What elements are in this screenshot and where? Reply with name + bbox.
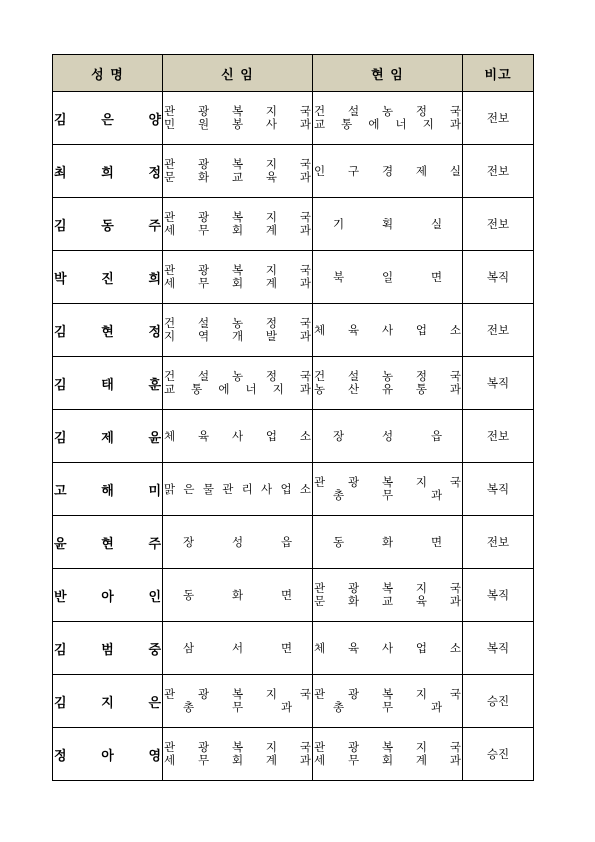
header-name: 성 명 (53, 55, 163, 92)
note-cell: 복직 (463, 622, 534, 675)
table-body (53, 92, 534, 781)
person-name: 정 아 영 (54, 748, 161, 764)
name-cell (53, 622, 163, 675)
new-post-cell-line: 맑 은 물 관 리 사 업 소 (164, 481, 311, 496)
note-cell: 복직 (463, 357, 534, 410)
note-cell: 승진 (463, 675, 534, 728)
new-post-cell-line: 장 성 읍 (182, 534, 293, 549)
note-cell: 복직 (463, 463, 534, 516)
new-post-cell (163, 304, 313, 357)
new-post-cell-line: 민 원 봉 사 과 (164, 117, 311, 131)
name-cell (53, 92, 163, 145)
new-post-cell-line: 건 설 농 정 국 (164, 369, 311, 383)
note-cell: 전보 (463, 92, 534, 145)
new-post-cell-line: 관 광 복 지 국 (164, 740, 311, 754)
note-cell: 전보 (463, 145, 534, 198)
new-post-cell-line: 동 화 면 (182, 587, 293, 602)
person-name: 김 현 정 (54, 324, 161, 340)
current-post-cell-line: 관 광 복 지 국 (314, 687, 461, 701)
current-post-cell-line: 관 광 복 지 국 (314, 475, 461, 489)
name-cell (53, 516, 163, 569)
table-row (53, 622, 534, 675)
new-post-cell (163, 569, 313, 622)
current-post-cell (313, 410, 463, 463)
current-post-cell (313, 675, 463, 728)
table-row (53, 516, 534, 569)
table-row (53, 728, 534, 781)
new-post-cell-line: 지 역 개 발 과 (164, 329, 311, 343)
new-post-cell-line: 관 광 복 지 국 (164, 263, 311, 277)
new-post-cell (163, 198, 313, 251)
note-cell: 전보 (463, 410, 534, 463)
new-post-cell (163, 357, 313, 410)
current-post-cell-line: 총 무 과 (332, 700, 443, 714)
name-cell (53, 410, 163, 463)
current-post-cell-line: 건 설 농 정 국 (314, 369, 461, 383)
new-post-cell (163, 463, 313, 516)
new-post-cell (163, 251, 313, 304)
header-note: 비고 (463, 55, 534, 92)
new-post-cell-line: 건 설 농 정 국 (164, 316, 311, 330)
header-new-post: 신 임 (163, 55, 313, 92)
current-post-cell-line: 세 무 회 계 과 (314, 753, 461, 767)
current-post-cell-line: 건 설 농 정 국 (314, 104, 461, 118)
note-cell: 복직 (463, 569, 534, 622)
current-post-cell (313, 569, 463, 622)
header-current-post: 현 임 (313, 55, 463, 92)
current-post-cell-line: 체 육 사 업 소 (314, 640, 461, 655)
current-post-cell-line: 문 화 교 육 과 (314, 594, 461, 608)
name-cell (53, 357, 163, 410)
new-post-cell-line: 체 육 사 업 소 (164, 428, 311, 443)
new-post-cell (163, 92, 313, 145)
new-post-cell (163, 622, 313, 675)
current-post-cell (313, 198, 463, 251)
table-row (53, 675, 534, 728)
current-post-cell-line: 총 무 과 (332, 488, 443, 502)
new-post-cell-line: 관 광 복 지 국 (164, 104, 311, 118)
current-post-cell (313, 463, 463, 516)
current-post-cell (313, 357, 463, 410)
new-post-cell (163, 675, 313, 728)
current-post-cell-line: 동 화 면 (332, 534, 443, 549)
new-post-cell-line: 총 무 과 (182, 700, 293, 714)
person-name: 반 아 인 (54, 589, 161, 605)
current-post-cell (313, 622, 463, 675)
current-post-cell (313, 304, 463, 357)
new-post-cell-line: 관 광 복 지 국 (164, 157, 311, 171)
current-post-cell (313, 728, 463, 781)
name-cell (53, 304, 163, 357)
current-post-cell-line: 북 일 면 (332, 269, 443, 284)
person-name: 윤 현 주 (54, 536, 161, 552)
current-post-cell-line: 장 성 읍 (332, 428, 443, 443)
table-row (53, 410, 534, 463)
name-cell (53, 145, 163, 198)
name-cell (53, 198, 163, 251)
current-post-cell (313, 516, 463, 569)
new-post-cell-line: 관 광 복 지 국 (164, 687, 311, 701)
note-cell: 승진 (463, 728, 534, 781)
person-name: 김 은 양 (54, 112, 161, 128)
new-post-cell-line: 삼 서 면 (182, 640, 293, 655)
current-post-cell-line: 기 획 실 (332, 216, 443, 231)
new-post-cell-line: 세 무 회 계 과 (164, 223, 311, 237)
person-name: 김 지 은 (54, 695, 161, 711)
person-name: 최 희 정 (54, 165, 161, 181)
table-row (53, 92, 534, 145)
person-name: 김 범 중 (54, 642, 161, 658)
new-post-cell-line: 세 무 회 계 과 (164, 276, 311, 290)
name-cell (53, 463, 163, 516)
table-row (53, 304, 534, 357)
note-cell: 전보 (463, 304, 534, 357)
table-row (53, 569, 534, 622)
table-row (53, 145, 534, 198)
current-post-cell (313, 92, 463, 145)
note-cell: 전보 (463, 198, 534, 251)
name-cell (53, 569, 163, 622)
current-post-cell-line: 교 통 에 너 지 과 (314, 117, 461, 131)
new-post-cell-line: 문 화 교 육 과 (164, 170, 311, 184)
table-row (53, 198, 534, 251)
header-row (53, 55, 534, 92)
new-post-cell-line: 세 무 회 계 과 (164, 753, 311, 767)
person-name: 김 제 윤 (54, 430, 161, 446)
new-post-cell (163, 410, 313, 463)
new-post-cell (163, 145, 313, 198)
current-post-cell-line: 체 육 사 업 소 (314, 322, 461, 337)
current-post-cell-line: 인 구 경 제 실 (314, 163, 461, 178)
new-post-cell (163, 728, 313, 781)
table-row (53, 463, 534, 516)
new-post-cell-line: 교 통 에 너 지 과 (164, 382, 311, 396)
person-name: 김 동 주 (54, 218, 161, 234)
table-row (53, 357, 534, 410)
current-post-cell-line: 관 광 복 지 국 (314, 581, 461, 595)
current-post-cell (313, 145, 463, 198)
current-post-cell-line: 관 광 복 지 국 (314, 740, 461, 754)
note-cell: 복직 (463, 251, 534, 304)
current-post-cell (313, 251, 463, 304)
name-cell (53, 251, 163, 304)
new-post-cell-line: 관 광 복 지 국 (164, 210, 311, 224)
current-post-cell-line: 농 산 유 통 과 (314, 382, 461, 396)
person-name: 김 태 훈 (54, 377, 161, 393)
name-cell (53, 728, 163, 781)
person-name: 박 진 희 (54, 271, 161, 287)
note-cell: 전보 (463, 516, 534, 569)
new-post-cell (163, 516, 313, 569)
personnel-table (52, 54, 534, 781)
person-name: 고 해 미 (54, 483, 161, 499)
table-row (53, 251, 534, 304)
name-cell (53, 675, 163, 728)
